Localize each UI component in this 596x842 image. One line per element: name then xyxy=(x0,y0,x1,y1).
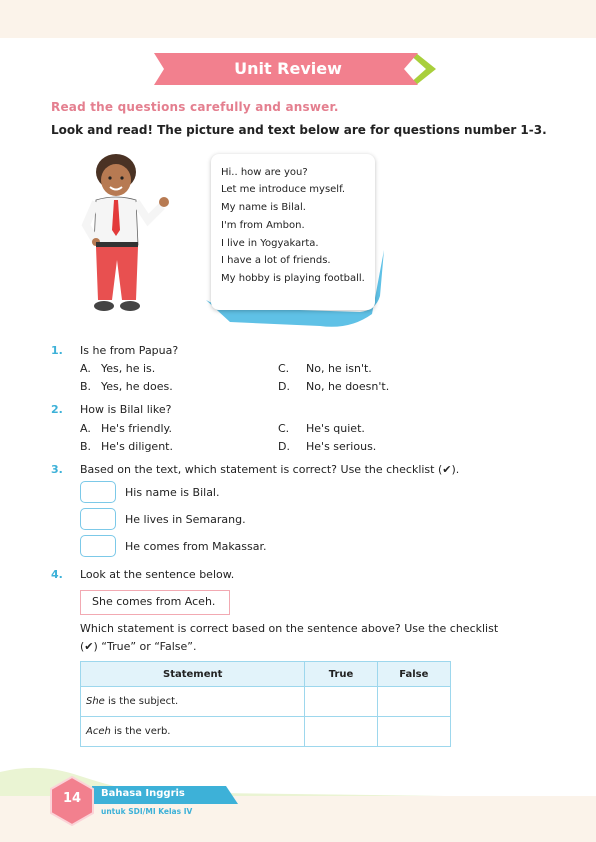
top-scallop-border xyxy=(0,22,596,46)
page-number: 14 xyxy=(62,791,82,806)
bubble-line: I'm from Ambon. xyxy=(221,220,305,231)
bubble-line: My name is Bilal. xyxy=(221,202,306,213)
option-letter: C. xyxy=(278,362,290,375)
true-answer-cell[interactable] xyxy=(305,717,377,747)
instruction-look: Look and read! The picture and text below are for questions number 1-3. xyxy=(51,123,547,137)
table-row xyxy=(81,687,451,717)
book-title: Bahasa Inggris xyxy=(101,788,185,799)
answer-checkbox[interactable] xyxy=(80,481,116,503)
question-number: 1. xyxy=(51,344,63,357)
table-header: False xyxy=(377,662,450,687)
true-answer-cell[interactable] xyxy=(305,687,377,717)
table-row xyxy=(81,717,451,747)
checklist-statement: He lives in Semarang. xyxy=(125,513,246,526)
table-header: Statement xyxy=(81,662,305,687)
answer-checkbox[interactable] xyxy=(80,508,116,530)
answer-checkbox[interactable] xyxy=(80,535,116,557)
statement-rest: is the subject. xyxy=(104,696,179,707)
false-answer-cell[interactable] xyxy=(377,717,450,747)
question-text: Which statement is correct based on the sentence above? Use the checklist xyxy=(80,622,499,635)
option-text[interactable]: He's serious. xyxy=(306,440,377,453)
instruction-read: Read the questions carefully and answer. xyxy=(51,100,339,114)
question-text: (✔) “True” or “False”. xyxy=(80,640,197,653)
option-letter: A. xyxy=(80,422,91,435)
option-text[interactable]: He's diligent. xyxy=(101,440,173,453)
bubble-line: Let me introduce myself. xyxy=(221,184,346,195)
option-letter: A. xyxy=(80,362,91,375)
statement-subject: Aceh xyxy=(86,726,111,737)
bubble-line: I have a lot of friends. xyxy=(221,255,331,266)
false-answer-cell[interactable] xyxy=(377,687,450,717)
question-text: Is he from Papua? xyxy=(80,344,179,357)
option-letter: B. xyxy=(80,380,92,393)
option-text[interactable]: No, he doesn't. xyxy=(306,380,390,393)
option-letter: D. xyxy=(278,440,290,453)
bubble-line: Hi.. how are you? xyxy=(221,167,308,178)
option-text[interactable]: Yes, he does. xyxy=(101,380,173,393)
statement-cell xyxy=(81,687,305,717)
boy-illustration xyxy=(76,150,176,320)
question-number: 2. xyxy=(51,403,63,416)
question-number: 3. xyxy=(51,463,63,476)
table-header: True xyxy=(305,662,377,687)
bubble-line: I live in Yogyakarta. xyxy=(221,238,319,249)
statement-subject: She xyxy=(86,696,105,707)
question-text: Based on the text, which statement is correct? Use the checklist (✔). xyxy=(80,463,460,476)
option-text[interactable]: He's quiet. xyxy=(306,422,365,435)
checklist-statement: He comes from Makassar. xyxy=(125,540,267,553)
option-text[interactable]: No, he isn't. xyxy=(306,362,372,375)
option-letter: C. xyxy=(278,422,290,435)
bubble-line: My hobby is playing football. xyxy=(221,273,365,284)
checklist-statement: His name is Bilal. xyxy=(125,486,220,499)
book-subtitle: untuk SDI/MI Kelas IV xyxy=(101,807,193,816)
example-sentence: She comes from Aceh. xyxy=(92,595,216,608)
question-text: Look at the sentence below. xyxy=(80,568,235,581)
statement-cell xyxy=(81,717,305,747)
question-text: How is Bilal like? xyxy=(80,403,172,416)
statement-rest: is the verb. xyxy=(110,726,171,737)
page-title: Unit Review xyxy=(234,59,342,78)
true-false-table xyxy=(80,661,451,747)
option-letter: D. xyxy=(278,380,290,393)
option-letter: B. xyxy=(80,440,92,453)
question-number: 4. xyxy=(51,568,63,581)
option-text[interactable]: He's friendly. xyxy=(101,422,172,435)
option-text[interactable]: Yes, he is. xyxy=(101,362,156,375)
